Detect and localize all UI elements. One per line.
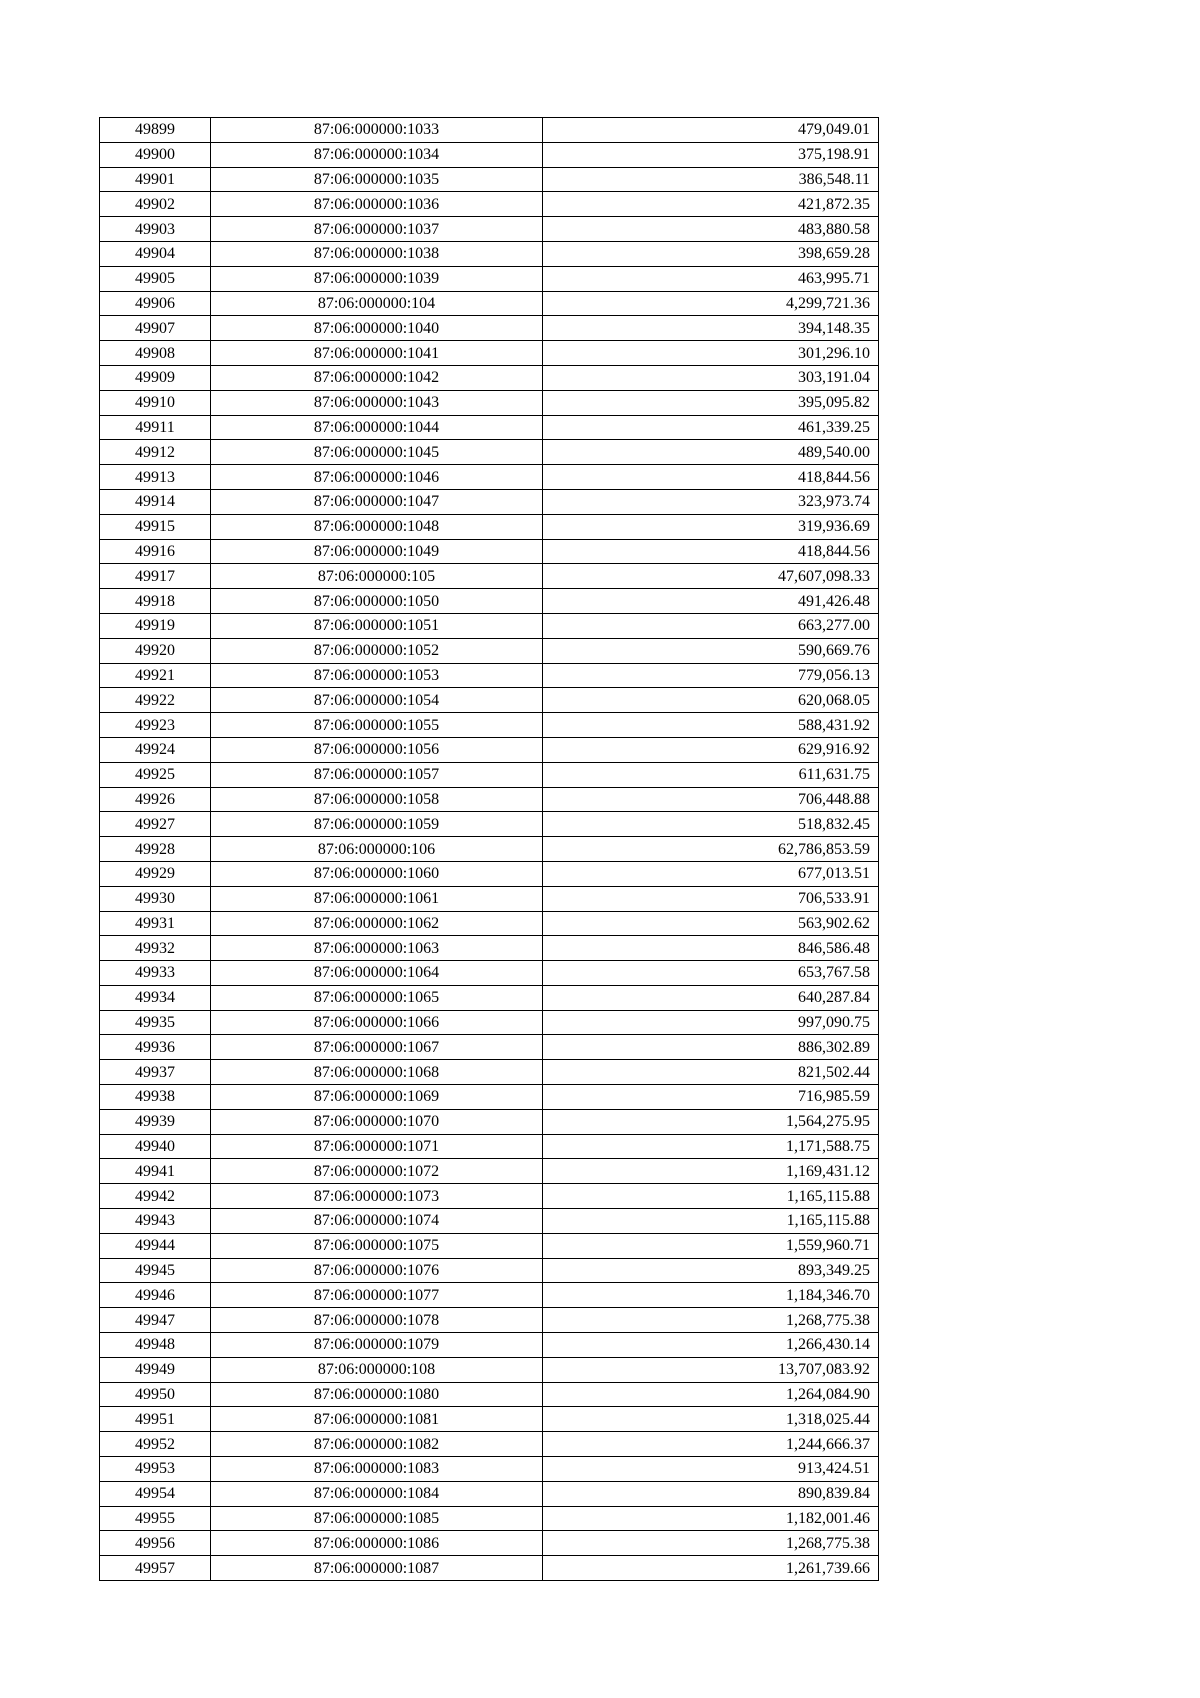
cadastral-value-cell: 997,090.75	[543, 1010, 879, 1035]
row-number-cell: 49956	[100, 1531, 211, 1556]
cadastral-value-cell: 821,502.44	[543, 1060, 879, 1085]
row-number-cell: 49945	[100, 1258, 211, 1283]
table-row	[100, 713, 879, 738]
table-row	[100, 812, 879, 837]
table-row	[100, 1432, 879, 1457]
cadastral-value-cell: 489,540.00	[543, 440, 879, 465]
cadastral-value-cell: 653,767.58	[543, 961, 879, 986]
row-number-cell: 49916	[100, 539, 211, 564]
cadastral-value-cell: 663,277.00	[543, 613, 879, 638]
table-row	[100, 142, 879, 167]
cadastral-number-cell: 87:06:000000:104	[211, 291, 543, 316]
table-row	[100, 291, 879, 316]
cadastral-number-cell: 87:06:000000:1059	[211, 812, 543, 837]
table-row	[100, 837, 879, 862]
cadastral-number-cell: 87:06:000000:106	[211, 837, 543, 862]
cadastral-value-cell: 913,424.51	[543, 1457, 879, 1482]
cadastral-number-cell: 87:06:000000:1048	[211, 514, 543, 539]
row-number-cell: 49904	[100, 241, 211, 266]
cadastral-number-cell: 87:06:000000:1057	[211, 762, 543, 787]
row-number-cell: 49957	[100, 1556, 211, 1581]
row-number-cell: 49910	[100, 390, 211, 415]
row-number-cell: 49950	[100, 1382, 211, 1407]
table-row	[100, 217, 879, 242]
cadastral-number-cell: 87:06:000000:1047	[211, 489, 543, 514]
row-number-cell: 49942	[100, 1184, 211, 1209]
cadastral-number-cell: 87:06:000000:1054	[211, 688, 543, 713]
cadastral-number-cell: 87:06:000000:1066	[211, 1010, 543, 1035]
cadastral-number-cell: 87:06:000000:1050	[211, 589, 543, 614]
cadastral-number-cell: 87:06:000000:1056	[211, 737, 543, 762]
cadastral-number-cell: 87:06:000000:1043	[211, 390, 543, 415]
row-number-cell: 49905	[100, 266, 211, 291]
cadastral-value-cell: 47,607,098.33	[543, 564, 879, 589]
row-number-cell: 49955	[100, 1506, 211, 1531]
cadastral-number-cell: 87:06:000000:1069	[211, 1085, 543, 1110]
cadastral-value-cell: 706,448.88	[543, 787, 879, 812]
cadastral-number-cell: 87:06:000000:1041	[211, 341, 543, 366]
row-number-cell: 49924	[100, 737, 211, 762]
cadastral-value-cell: 4,299,721.36	[543, 291, 879, 316]
row-number-cell: 49954	[100, 1481, 211, 1506]
cadastral-value-cell: 1,165,115.88	[543, 1209, 879, 1234]
cadastral-value-cell: 716,985.59	[543, 1085, 879, 1110]
table-row	[100, 886, 879, 911]
row-number-cell: 49903	[100, 217, 211, 242]
cadastral-value-cell: 418,844.56	[543, 539, 879, 564]
row-number-cell: 49909	[100, 365, 211, 390]
cadastral-value-cell: 1,165,115.88	[543, 1184, 879, 1209]
cadastral-value-cell: 620,068.05	[543, 688, 879, 713]
row-number-cell: 49929	[100, 861, 211, 886]
table-row	[100, 514, 879, 539]
row-number-cell: 49936	[100, 1035, 211, 1060]
table-row	[100, 1407, 879, 1432]
cadastral-value-cell: 846,586.48	[543, 936, 879, 961]
cadastral-value-cell: 706,533.91	[543, 886, 879, 911]
table-row	[100, 489, 879, 514]
cadastral-value-cell: 1,564,275.95	[543, 1109, 879, 1134]
cadastral-value-cell: 1,559,960.71	[543, 1233, 879, 1258]
table-row	[100, 861, 879, 886]
cadastral-value-cell: 886,302.89	[543, 1035, 879, 1060]
cadastral-number-cell: 87:06:000000:1060	[211, 861, 543, 886]
row-number-cell: 49917	[100, 564, 211, 589]
cadastral-value-cell: 491,426.48	[543, 589, 879, 614]
table-row	[100, 1010, 879, 1035]
cadastral-value-cell: 1,182,001.46	[543, 1506, 879, 1531]
row-number-cell: 49915	[100, 514, 211, 539]
table-row	[100, 1233, 879, 1258]
table-row	[100, 1308, 879, 1333]
row-number-cell: 49900	[100, 142, 211, 167]
cadastral-number-cell: 87:06:000000:1053	[211, 663, 543, 688]
table-row	[100, 911, 879, 936]
cadastral-value-cell: 375,198.91	[543, 142, 879, 167]
cadastral-value-cell: 893,349.25	[543, 1258, 879, 1283]
table-row	[100, 1134, 879, 1159]
cadastral-value-cell: 640,287.84	[543, 985, 879, 1010]
row-number-cell: 49948	[100, 1333, 211, 1358]
table-row	[100, 266, 879, 291]
row-number-cell: 49930	[100, 886, 211, 911]
cadastral-value-cell: 1,171,588.75	[543, 1134, 879, 1159]
table-row	[100, 985, 879, 1010]
cadastral-number-cell: 87:06:000000:1074	[211, 1209, 543, 1234]
cadastral-value-cell: 1,268,775.38	[543, 1531, 879, 1556]
cadastral-value-cell: 1,261,739.66	[543, 1556, 879, 1581]
cadastral-value-cell: 590,669.76	[543, 638, 879, 663]
table-row	[100, 316, 879, 341]
row-number-cell: 49953	[100, 1457, 211, 1482]
cadastral-value-cell: 563,902.62	[543, 911, 879, 936]
cadastral-number-cell: 87:06:000000:1035	[211, 167, 543, 192]
cadastral-number-cell: 87:06:000000:1037	[211, 217, 543, 242]
row-number-cell: 49902	[100, 192, 211, 217]
row-number-cell: 49935	[100, 1010, 211, 1035]
cadastral-number-cell: 87:06:000000:108	[211, 1357, 543, 1382]
cadastral-value-cell: 62,786,853.59	[543, 837, 879, 862]
table-row	[100, 1283, 879, 1308]
table-row	[100, 589, 879, 614]
table-row	[100, 1457, 879, 1482]
row-number-cell: 49932	[100, 936, 211, 961]
row-number-cell: 49944	[100, 1233, 211, 1258]
cadastral-number-cell: 87:06:000000:1079	[211, 1333, 543, 1358]
cadastral-value-cell: 1,184,346.70	[543, 1283, 879, 1308]
row-number-cell: 49949	[100, 1357, 211, 1382]
row-number-cell: 49933	[100, 961, 211, 986]
cadastral-number-cell: 87:06:000000:1044	[211, 415, 543, 440]
row-number-cell: 49899	[100, 118, 211, 143]
row-number-cell: 49934	[100, 985, 211, 1010]
cadastral-number-cell: 87:06:000000:1067	[211, 1035, 543, 1060]
table-row	[100, 762, 879, 787]
cadastral-number-cell: 87:06:000000:1077	[211, 1283, 543, 1308]
cadastral-value-cell: 418,844.56	[543, 465, 879, 490]
row-number-cell: 49926	[100, 787, 211, 812]
cadastral-number-cell: 87:06:000000:1076	[211, 1258, 543, 1283]
cadastral-number-cell: 87:06:000000:1055	[211, 713, 543, 738]
table-row	[100, 1159, 879, 1184]
table-row	[100, 539, 879, 564]
cadastral-number-cell: 87:06:000000:1087	[211, 1556, 543, 1581]
table-row	[100, 1060, 879, 1085]
cadastral-number-cell: 87:06:000000:1075	[211, 1233, 543, 1258]
table-row	[100, 390, 879, 415]
row-number-cell: 49918	[100, 589, 211, 614]
table-row	[100, 192, 879, 217]
cadastral-value-cell: 677,013.51	[543, 861, 879, 886]
cadastral-number-cell: 87:06:000000:1036	[211, 192, 543, 217]
cadastral-number-cell: 87:06:000000:1052	[211, 638, 543, 663]
row-number-cell: 49919	[100, 613, 211, 638]
row-number-cell: 49920	[100, 638, 211, 663]
cadastral-number-cell: 87:06:000000:1051	[211, 613, 543, 638]
row-number-cell: 49951	[100, 1407, 211, 1432]
row-number-cell: 49943	[100, 1209, 211, 1234]
table-row	[100, 564, 879, 589]
cadastral-number-cell: 87:06:000000:1040	[211, 316, 543, 341]
cadastral-number-cell: 87:06:000000:1033	[211, 118, 543, 143]
row-number-cell: 49928	[100, 837, 211, 862]
table-row	[100, 663, 879, 688]
row-number-cell: 49937	[100, 1060, 211, 1085]
cadastral-number-cell: 87:06:000000:1042	[211, 365, 543, 390]
cadastral-number-cell: 87:06:000000:1068	[211, 1060, 543, 1085]
cadastral-number-cell: 87:06:000000:1078	[211, 1308, 543, 1333]
table-row	[100, 1258, 879, 1283]
cadastral-value-cell: 1,244,666.37	[543, 1432, 879, 1457]
table-row	[100, 613, 879, 638]
table-row	[100, 936, 879, 961]
cadastral-number-cell: 87:06:000000:1082	[211, 1432, 543, 1457]
cadastral-value-cell: 629,916.92	[543, 737, 879, 762]
cadastral-value-cell: 779,056.13	[543, 663, 879, 688]
table-row	[100, 688, 879, 713]
cadastral-value-cell: 479,049.01	[543, 118, 879, 143]
cadastral-value-cell: 1,268,775.38	[543, 1308, 879, 1333]
table-row	[100, 118, 879, 143]
table-row	[100, 787, 879, 812]
row-number-cell: 49940	[100, 1134, 211, 1159]
cadastral-value-cell: 463,995.71	[543, 266, 879, 291]
cadastral-number-cell: 87:06:000000:1034	[211, 142, 543, 167]
table-row	[100, 1035, 879, 1060]
cadastral-value-cell: 303,191.04	[543, 365, 879, 390]
row-number-cell: 49938	[100, 1085, 211, 1110]
cadastral-number-cell: 87:06:000000:1080	[211, 1382, 543, 1407]
row-number-cell: 49922	[100, 688, 211, 713]
row-number-cell: 49907	[100, 316, 211, 341]
table-row	[100, 1556, 879, 1581]
cadastral-number-cell: 87:06:000000:1045	[211, 440, 543, 465]
table-row	[100, 415, 879, 440]
row-number-cell: 49921	[100, 663, 211, 688]
cadastral-number-cell: 87:06:000000:1039	[211, 266, 543, 291]
cadastral-number-cell: 87:06:000000:1061	[211, 886, 543, 911]
cadastral-value-cell: 611,631.75	[543, 762, 879, 787]
cadastral-value-cell: 323,973.74	[543, 489, 879, 514]
cadastral-number-cell: 87:06:000000:1071	[211, 1134, 543, 1159]
row-number-cell: 49941	[100, 1159, 211, 1184]
cadastral-value-cell: 395,095.82	[543, 390, 879, 415]
row-number-cell: 49927	[100, 812, 211, 837]
row-number-cell: 49925	[100, 762, 211, 787]
row-number-cell: 49908	[100, 341, 211, 366]
table-row	[100, 241, 879, 266]
cadastral-value-cell: 319,936.69	[543, 514, 879, 539]
table-row	[100, 1085, 879, 1110]
row-number-cell: 49911	[100, 415, 211, 440]
table-row	[100, 341, 879, 366]
row-number-cell: 49913	[100, 465, 211, 490]
cadastral-value-cell: 588,431.92	[543, 713, 879, 738]
row-number-cell: 49901	[100, 167, 211, 192]
table-row	[100, 465, 879, 490]
cadastral-value-cell: 518,832.45	[543, 812, 879, 837]
cadastral-number-cell: 87:06:000000:1073	[211, 1184, 543, 1209]
cadastral-number-cell: 87:06:000000:1072	[211, 1159, 543, 1184]
cadastral-number-cell: 87:06:000000:1084	[211, 1481, 543, 1506]
table-row	[100, 1506, 879, 1531]
row-number-cell: 49947	[100, 1308, 211, 1333]
row-number-cell: 49939	[100, 1109, 211, 1134]
table-row	[100, 365, 879, 390]
row-number-cell: 49952	[100, 1432, 211, 1457]
table-row	[100, 1357, 879, 1382]
cadastral-value-cell: 386,548.11	[543, 167, 879, 192]
cadastral-value-cell: 461,339.25	[543, 415, 879, 440]
cadastral-number-cell: 87:06:000000:1038	[211, 241, 543, 266]
cadastral-number-cell: 87:06:000000:1049	[211, 539, 543, 564]
cadastral-value-cell: 1,318,025.44	[543, 1407, 879, 1432]
cadastral-number-cell: 87:06:000000:1070	[211, 1109, 543, 1134]
cadastral-value-cell: 421,872.35	[543, 192, 879, 217]
table-row	[100, 440, 879, 465]
cadastral-number-cell: 87:06:000000:105	[211, 564, 543, 589]
cadastral-value-cell: 890,839.84	[543, 1481, 879, 1506]
row-number-cell: 49931	[100, 911, 211, 936]
cadastral-number-cell: 87:06:000000:1063	[211, 936, 543, 961]
cadastral-value-cell: 394,148.35	[543, 316, 879, 341]
cadastral-value-table	[99, 117, 879, 1581]
cadastral-number-cell: 87:06:000000:1086	[211, 1531, 543, 1556]
table-body	[100, 118, 879, 1581]
cadastral-value-cell: 301,296.10	[543, 341, 879, 366]
row-number-cell: 49912	[100, 440, 211, 465]
cadastral-value-cell: 1,264,084.90	[543, 1382, 879, 1407]
cadastral-number-cell: 87:06:000000:1081	[211, 1407, 543, 1432]
table-row	[100, 1109, 879, 1134]
cadastral-number-cell: 87:06:000000:1046	[211, 465, 543, 490]
table-row	[100, 1333, 879, 1358]
cadastral-number-cell: 87:06:000000:1085	[211, 1506, 543, 1531]
cadastral-value-cell: 13,707,083.92	[543, 1357, 879, 1382]
row-number-cell: 49914	[100, 489, 211, 514]
cadastral-number-cell: 87:06:000000:1083	[211, 1457, 543, 1482]
table-row	[100, 961, 879, 986]
table-row	[100, 1481, 879, 1506]
cadastral-number-cell: 87:06:000000:1058	[211, 787, 543, 812]
cadastral-value-cell: 398,659.28	[543, 241, 879, 266]
cadastral-number-cell: 87:06:000000:1064	[211, 961, 543, 986]
table-row	[100, 1184, 879, 1209]
table-row	[100, 167, 879, 192]
cadastral-value-cell: 483,880.58	[543, 217, 879, 242]
cadastral-value-cell: 1,266,430.14	[543, 1333, 879, 1358]
cadastral-number-cell: 87:06:000000:1062	[211, 911, 543, 936]
table-row	[100, 638, 879, 663]
table-row	[100, 737, 879, 762]
table-row	[100, 1209, 879, 1234]
cadastral-number-cell: 87:06:000000:1065	[211, 985, 543, 1010]
table-row	[100, 1531, 879, 1556]
row-number-cell: 49923	[100, 713, 211, 738]
table-row	[100, 1382, 879, 1407]
row-number-cell: 49946	[100, 1283, 211, 1308]
row-number-cell: 49906	[100, 291, 211, 316]
cadastral-value-cell: 1,169,431.12	[543, 1159, 879, 1184]
